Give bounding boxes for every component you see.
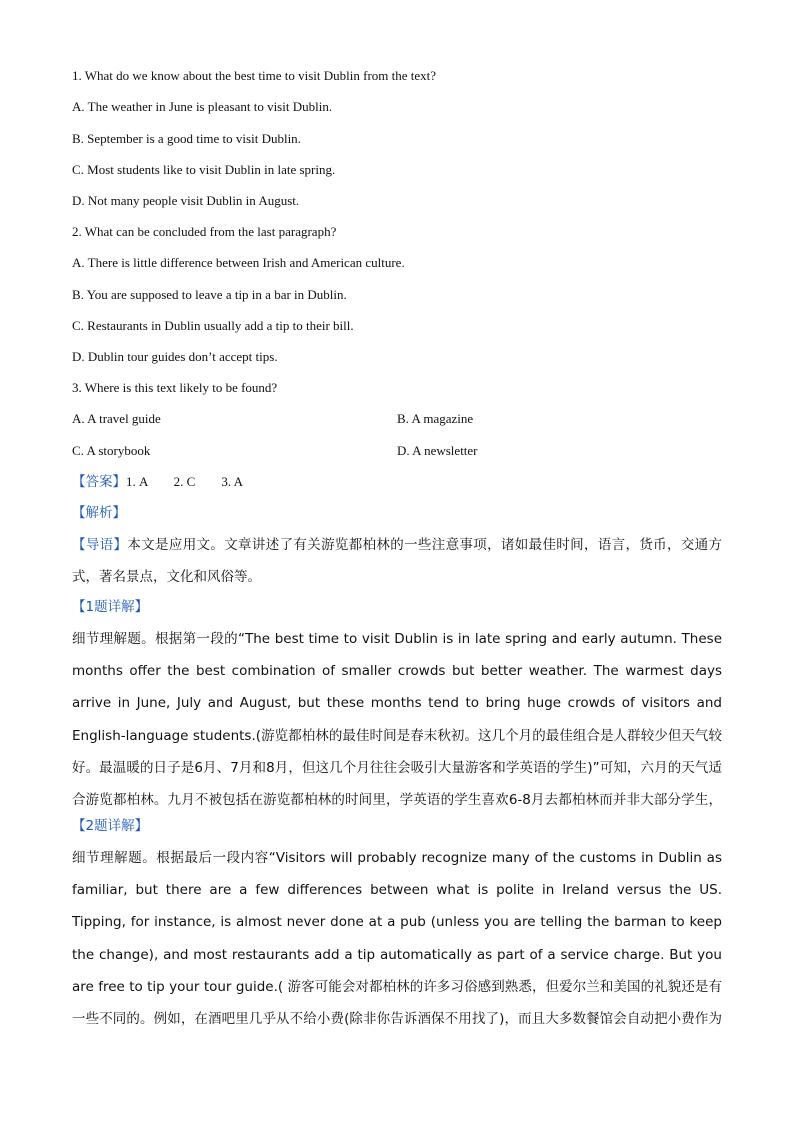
- q1-detail-paragraph: [72, 623, 722, 811]
- q2-detail-heading: [72, 816, 722, 836]
- question-3-stem: 3. Where is this text likely to be found?: [72, 380, 278, 395]
- q1-detail-tag: 【1题详解】: [72, 599, 149, 615]
- q1-detail-heading: [72, 597, 722, 617]
- question-1-stem: 1. What do we know about the best time to visit Dublin from the text?: [72, 68, 437, 83]
- answer-value: 1. A 2. C 3. A: [126, 474, 244, 489]
- question-2-option-a: A. There is little difference between Irish and American culture.: [72, 255, 405, 270]
- intro-tag: 【导语】: [72, 537, 128, 553]
- answer-line: [72, 472, 722, 492]
- question-2-option-d: D. Dublin tour guides don’t accept tips.: [72, 349, 278, 364]
- question-3-option-b: B. A magazine: [397, 411, 474, 426]
- answer-tag: 【答案】: [72, 474, 126, 490]
- intro-text: 本文是应用文。文章讲述了有关游览都柏林的一些注意事项，诸如最佳时间，语言，货币，交通方式，著名景点，文化和风俗等。: [72, 537, 722, 586]
- question-2-option-b: B. You are supposed to leave a tip in a bar in Dublin.: [72, 287, 347, 302]
- question-3-option-c: C. A storybook: [72, 443, 151, 458]
- analysis-tag: 【解析】: [72, 505, 126, 521]
- question-1-option-b: B. September is a good time to visit Dublin.: [72, 131, 301, 146]
- q2-detail-text: 细节理解题。根据最后一段内容“Visitors will probably recognize many of the customs in Dublin as familiar, but there are a few differences between what is polite in Ireland versus the US. Tipping, for instance, is almost never done at a pub (unless you are telling the barman to keep the change), and most restaurants add a tip automatically as part of a service charge. But you are free to tip your tour guide.( 游客可能会对都柏林的许多习俗感到熟悉，但爱尔兰和美国的礼貌还是有一些不同的。例如，在酒吧里几乎从不给小费(除非你告诉酒保不用找了)，而且大多数餐馆会自动把小费作为: [72, 850, 722, 1028]
- question-1-option-a: A. The weather in June is pleasant to visit Dublin.: [72, 99, 333, 114]
- q2-detail-paragraph: [72, 842, 722, 1030]
- question-3-option-a: A. A travel guide: [72, 411, 161, 426]
- question-2-stem: 2. What can be concluded from the last paragraph?: [72, 224, 337, 239]
- q2-detail-tag: 【2题详解】: [72, 818, 149, 834]
- analysis-heading: [72, 503, 722, 523]
- q1-detail-text: 细节理解题。根据第一段的“The best time to visit Dublin is in late spring and early autumn. These months offer the best combination of smaller crowds but better weather. The warmest days arrive in June, July and August, but these months tend to bring huge crowds of visitors and English-language students.(游览都柏林的最佳时间是春末秋初。这几个月的最佳组合是人群较少但天气较好。最温暖的日子是6月、7月和8月，但这几个月往往会吸引大量游客和学英语的学生)”可知，六月的天气适合游览都柏林。九月不被包括在游览都柏林的时间里，学英语的学生喜欢6-8月去都柏林而并非大部分学生，: [72, 631, 722, 809]
- question-1-option-c: C. Most students like to visit Dublin in late spring.: [72, 162, 336, 177]
- intro-paragraph: [72, 529, 722, 592]
- question-3-option-d: D. A newsletter: [397, 443, 478, 458]
- question-2-option-c: C. Restaurants in Dublin usually add a tip to their bill.: [72, 318, 354, 333]
- question-1-option-d: D. Not many people visit Dublin in August.: [72, 193, 300, 208]
